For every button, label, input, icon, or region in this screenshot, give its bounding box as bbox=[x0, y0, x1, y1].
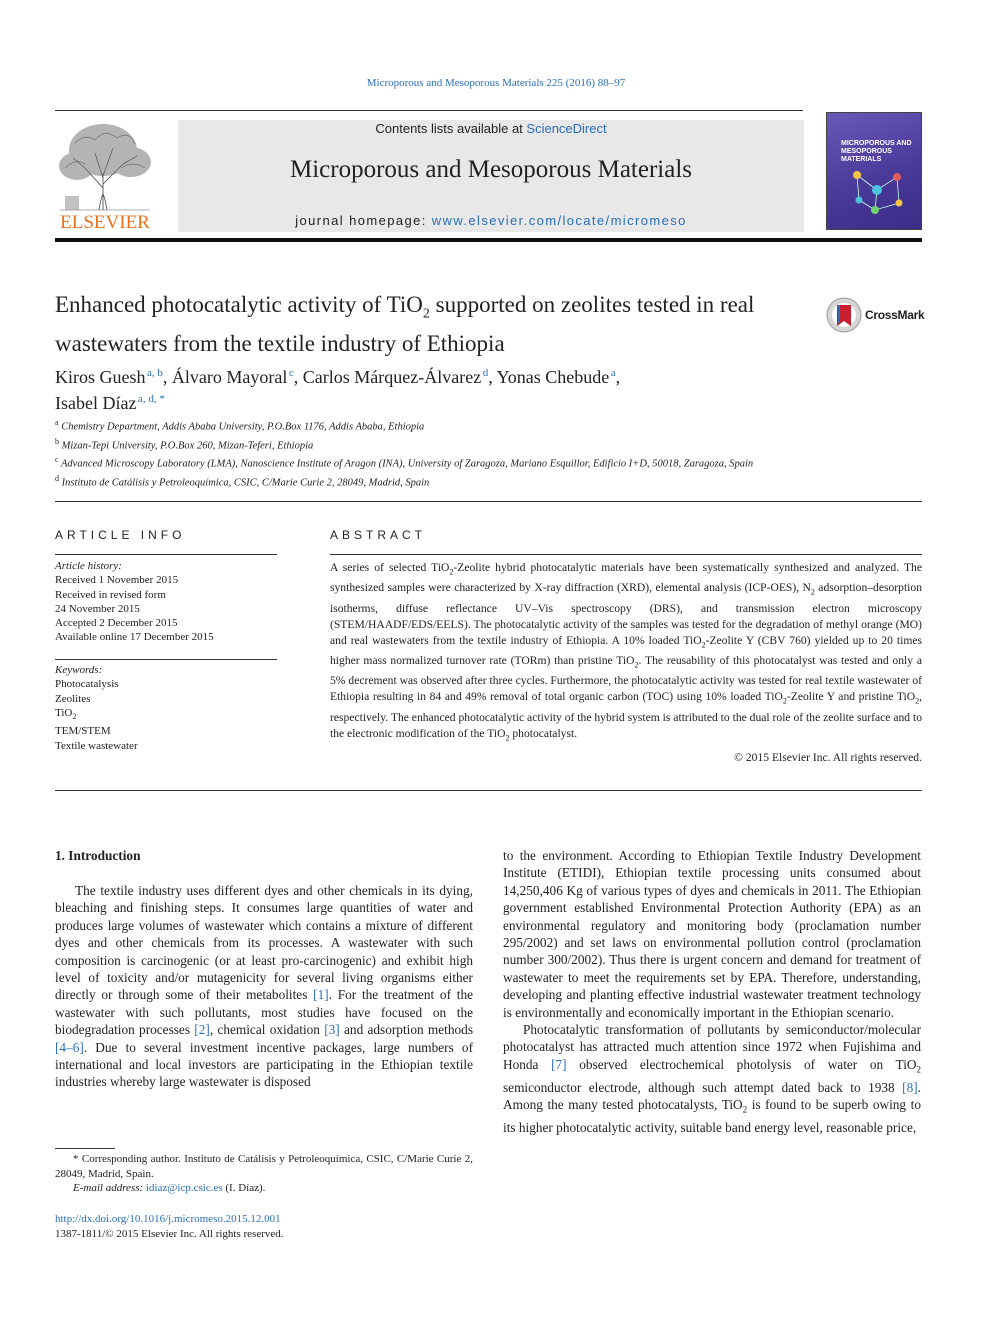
elsevier-logo[interactable] bbox=[55, 118, 155, 234]
journal-reference[interactable]: Microporous and Mesoporous Materials 225 (2016) 88–97 bbox=[366, 77, 626, 89]
journal-masthead bbox=[178, 120, 804, 232]
author-affiliation-marker[interactable]: a, d, * bbox=[137, 393, 165, 405]
cover-molecule-icon bbox=[847, 165, 907, 220]
keyword-item: Textile wastewater bbox=[55, 739, 138, 752]
email-line bbox=[55, 1181, 473, 1196]
history-item: Accepted 2 December 2015 bbox=[55, 617, 178, 630]
affiliation-item bbox=[55, 435, 815, 454]
citation-link[interactable]: [7] bbox=[551, 1056, 567, 1072]
keyword-item: Zeolites bbox=[55, 692, 91, 705]
article-info-heading: ARTICLE INFO bbox=[55, 528, 186, 542]
elsevier-wordmark: ELSEVIER bbox=[60, 212, 150, 233]
affiliation-text: Instituto de Catálisis y Petroleoquímica, CSIC, C/Marie Curie 2, 28049, Madrid, Spain bbox=[61, 477, 430, 488]
author-affiliation-marker[interactable]: a, b bbox=[147, 367, 163, 379]
body-paragraph: Photocatalytic transformation of pollutants by semiconductor/molecular photocatalyst has attracted much attention since 1972 when Fujishima and Honda [7] observed electrochemical photolysis of water on TiO$_2$ semiconductor electrode, although such attempt dated back to 1938 [8]. Among the many tested photocatalysts, TiO$_2$ is found to be superb owing to its higher photocatalytic activity, suitable band energy level, reasonable price, bbox=[503, 1022, 921, 1136]
author-affiliation-marker[interactable]: a bbox=[610, 367, 616, 379]
affiliation-list bbox=[55, 416, 815, 490]
body-column-left bbox=[55, 882, 473, 1091]
contents-prefix: Contents lists available at bbox=[375, 121, 527, 136]
author-list bbox=[55, 362, 855, 414]
affiliation-text: Advanced Microscopy Laboratory (LMA), Nanoscience Institute of Aragon (INA), University of Zaragoza, Mariano Esquillor, Edificio I+D, 50018, Zaragoza, Spain bbox=[61, 458, 754, 470]
sciencedirect-link[interactable]: ScienceDirect bbox=[526, 121, 607, 136]
crossmark-icon bbox=[825, 296, 863, 334]
affiliation-label: a bbox=[55, 418, 59, 427]
keyword-item: TEM/STEM bbox=[55, 725, 111, 738]
footnote-rule bbox=[55, 1148, 115, 1149]
author-name[interactable]: Yonas Chebude bbox=[496, 367, 610, 387]
author-separator: , bbox=[162, 367, 172, 387]
crossmark-badge[interactable] bbox=[825, 296, 925, 336]
citation-link[interactable]: [2] bbox=[194, 1022, 210, 1038]
keywords bbox=[55, 663, 277, 753]
author-name[interactable]: Carlos Márquez-Álvarez bbox=[302, 367, 482, 387]
author-separator: , bbox=[293, 367, 303, 387]
affiliation-item bbox=[55, 472, 815, 491]
affiliation-text: Chemistry Department, Addis Ababa University, P.O.Box 1176, Addis Ababa, Ethiopia bbox=[61, 421, 425, 433]
affiliation-item bbox=[55, 453, 815, 472]
journal-name: Microporous and Mesoporous Materials bbox=[289, 156, 692, 183]
homepage-link[interactable]: www.elsevier.com/locate/micromeso bbox=[431, 213, 687, 228]
affiliation-label: b bbox=[55, 436, 59, 446]
history-item: Received 1 November 2015 bbox=[55, 574, 179, 587]
citation-link[interactable]: [4–6] bbox=[55, 1039, 84, 1055]
keywords-label: Keywords: bbox=[55, 664, 103, 676]
header-thick-rule bbox=[55, 238, 922, 242]
article-history bbox=[55, 559, 277, 645]
article-title bbox=[55, 290, 815, 358]
author-name[interactable]: Álvaro Mayoral bbox=[171, 367, 288, 387]
affiliation-label: c bbox=[55, 455, 59, 464]
author-separator: , bbox=[488, 367, 497, 387]
title-subscript: 2 bbox=[422, 306, 430, 322]
cover-title: MICROPOROUS AND MESOPOROUS MATERIALS bbox=[841, 140, 912, 163]
abstract-copyright: © 2015 Elsevier Inc. All rights reserved. bbox=[734, 751, 922, 764]
history-item: 24 November 2015 bbox=[55, 602, 140, 615]
section-rule bbox=[55, 501, 922, 502]
introduction-heading: 1. Introduction bbox=[55, 848, 141, 863]
section-rule bbox=[55, 790, 922, 791]
journal-cover-thumbnail[interactable] bbox=[826, 112, 922, 230]
body-paragraph: to the environment. According to Ethiopian Textile Industry Development Institute (ETIDI), Ethiopian textile processing units consumed about 14,250,406 Kg of various types of dyes and chemicals in 2011. The Ethiopian government established Environmental Protection Authority (EPA) as an environmental regulatory and monitoring body (proclamation number 295/2002) and set laws on environmental pollution control (proclamation number 300/2002). Thus there is urgent concern and demand for treatment of wastewater to meet the requirements set by EPA. Therefore, understanding, developing and planting effective industrial wastewater treatment technology is environmentally and economically important in the Ethiopian scenario. bbox=[503, 848, 921, 1020]
elsevier-tree-icon bbox=[55, 118, 155, 234]
email-suffix: (I. Díaz). bbox=[222, 1182, 266, 1194]
title-part-2: supported on zeolites tested in real wastewaters from the textile industry of Ethiopia bbox=[55, 292, 755, 356]
body-paragraph: The textile industry uses different dyes and other chemicals in its dying, bleaching and finishing steps. It consumes large quantities of water and produces large volumes of wastewater which contains a mixture of different dyes and other chemicals from its processes. A wastewater with such composition is carcinogenic (or at least pro-carcinogenic) and exhibit high level of toxicity and/or mutagenicity for several living organisms either directly or through some of their metabolites [1]. For the treatment of the wastewater with such pollutants, most studies have focused on the biodegradation processes [2], chemical oxidation [3] and adsorption methods [4–6]. Due to several investment incentive packages, large numbers of international and local investors are participating in the Ethiopian textile industries whereby large wastewater is disposed bbox=[55, 883, 473, 1090]
homepage-prefix: journal homepage: bbox=[295, 213, 432, 228]
doi-link[interactable]: http://dx.doi.org/10.1016/j.micromeso.2015.12.001 bbox=[55, 1213, 281, 1225]
citation-link[interactable]: [3] bbox=[324, 1022, 340, 1038]
abstract-rule bbox=[330, 554, 922, 555]
corresponding-author-footnote bbox=[55, 1152, 473, 1196]
affiliation-text: Mizan-Tepi University, P.O.Box 260, Mizan-Teferi, Ethiopia bbox=[61, 440, 314, 451]
citation-link[interactable]: [1] bbox=[313, 987, 329, 1003]
issn-line: 1387-1811/© 2015 Elsevier Inc. All rights reserved. bbox=[55, 1228, 284, 1240]
body-column-right bbox=[503, 847, 921, 1137]
keyword-item: Photocatalysis bbox=[55, 678, 119, 691]
header-rule bbox=[55, 110, 803, 111]
keywords-rule bbox=[55, 659, 277, 660]
author-name[interactable]: Kiros Guesh bbox=[55, 367, 146, 387]
history-label: Article history: bbox=[55, 560, 122, 572]
author-affiliation-marker[interactable]: c bbox=[288, 367, 294, 379]
abstract-text: A series of selected TiO$_2$-Zeolite hybrid photocatalytic materials have been systematically synthesized and analyzed. The synthesized samples were characterized by X-ray diffraction (XRD), elemental analysis (ICP-OES), $N_2$ adsorption–desorption isotherms, diffuse reflectance UV–Vis spectroscopy (DRS), and transmission electron microscopy (STEM/HAADF/EDS/EELS). The photocatalytic activity of the samples was tested for the degradation of methyl orange (MO) and real wastewaters from the textile industry of Ethiopia. A 10% loaded TiO$_2$-Zeolite Y (CBV 760) yielded up to 20 times higher mass normalized turnover rate (TORm) than pristine TiO$_2$. The reusability of this photocatalyst was tested and only a 5% decrement was observed after three cycles. Furthermore, the photocatalytic activity was tested for real textile wastewater of Ethiopia resulting in 84 and 49% removal of total organic carbon (TOC) using 10% loaded TiO$_2$-Zeolite Y and pristine TiO$_2$, respectively. The enhanced photocatalytic activity of the hybrid system is attributed to the dual role of the zeolite surface and to the electronic modification of the TiO$_2$ photocatalyst. bbox=[330, 561, 922, 742]
article-info-rule bbox=[55, 554, 277, 555]
crossmark-label: CrossMark bbox=[865, 308, 925, 322]
abstract-heading: ABSTRACT bbox=[330, 528, 427, 542]
contents-line bbox=[178, 121, 804, 136]
affiliation-item bbox=[55, 416, 815, 435]
affiliation-label: d bbox=[55, 473, 59, 483]
author-separator: , bbox=[615, 367, 621, 387]
keyword-item: TiO$_2$ bbox=[55, 706, 77, 722]
author-affiliation-marker[interactable]: d bbox=[482, 367, 489, 379]
corresponding-author-text: * Corresponding author. Instituto de Catálisis y Petroleoquímica, CSIC, C/Marie Curie 2, 28049, Madrid, Spain. bbox=[55, 1153, 473, 1180]
author-name[interactable]: Isabel Díaz bbox=[55, 393, 137, 413]
email-link[interactable]: idiaz@icp.csic.es bbox=[145, 1182, 223, 1194]
homepage-line bbox=[178, 213, 804, 228]
doi-block bbox=[55, 1212, 284, 1242]
history-item: Received in revised form bbox=[55, 588, 166, 601]
email-label: E-mail address: bbox=[73, 1182, 146, 1194]
title-part-1: Enhanced photocatalytic activity of TiO bbox=[55, 292, 423, 317]
citation-link[interactable]: [8] bbox=[902, 1079, 918, 1095]
history-item: Available online 17 December 2015 bbox=[55, 631, 214, 644]
